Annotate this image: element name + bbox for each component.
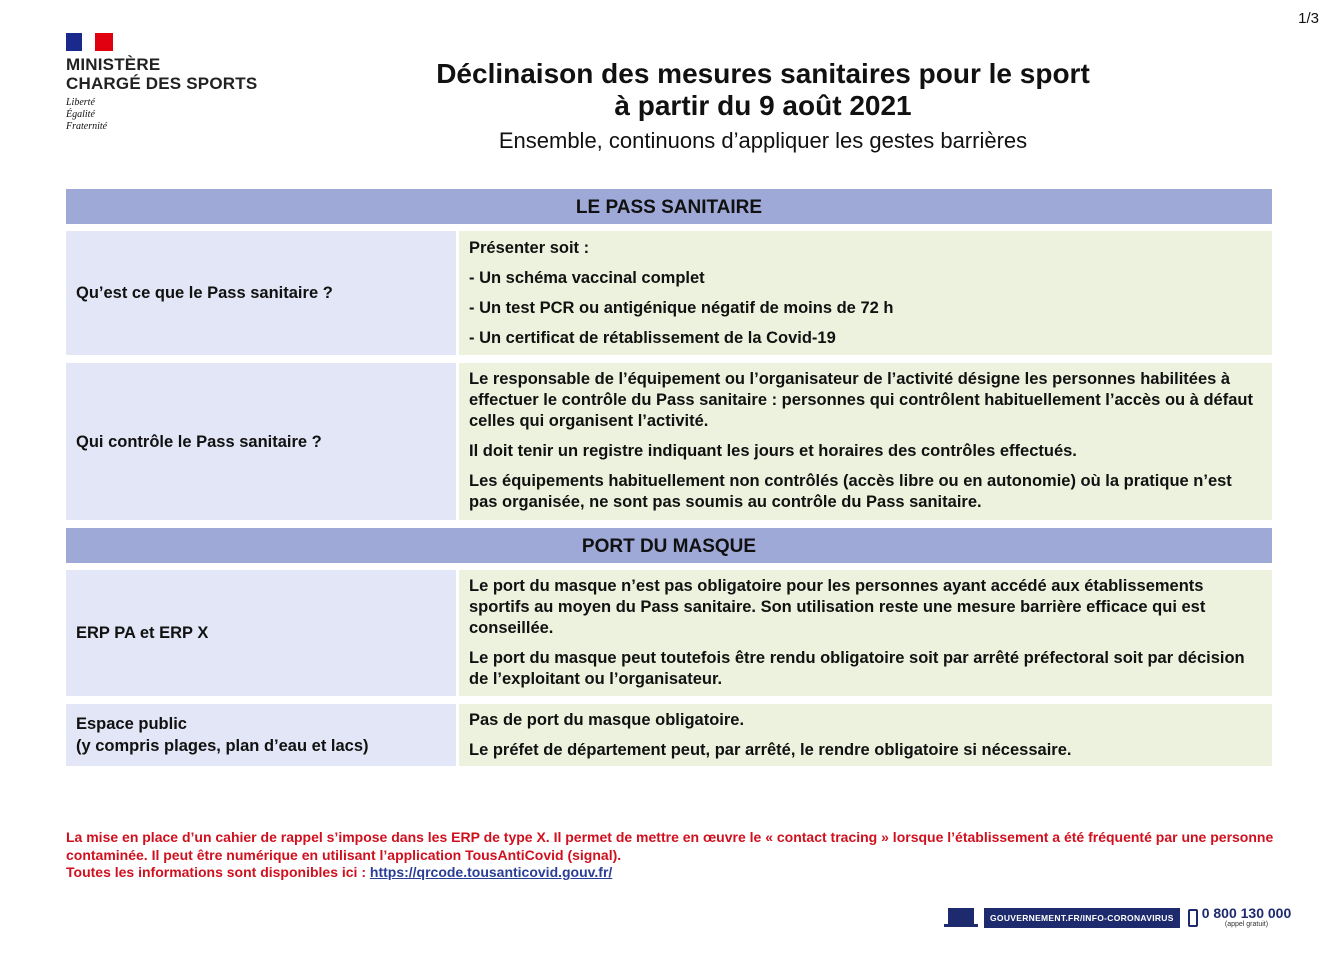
- motto-liberte: Liberté: [66, 97, 95, 108]
- page-title: [400, 58, 1126, 122]
- ministry-logo: [66, 33, 257, 133]
- measures-table: [66, 189, 1272, 774]
- page-subtitle: Ensemble, continuons d’appliquer les gestes barrières: [498, 128, 1028, 153]
- question-cell: [66, 570, 456, 696]
- section-heading-pass: LE PASS SANITAIRE: [66, 189, 1272, 224]
- phone-icon: [1188, 909, 1198, 927]
- phone-info: [1202, 906, 1292, 929]
- answer-text: - Un certificat de rétablissement de la Covid-19: [469, 329, 836, 347]
- question-text: ERP PA et ERP X: [76, 624, 209, 642]
- answer-text: Le responsable de l’équipement ou l’organisateur de l’activité désigne les personnes habilitées à effectuer le contrôle du Pass sanitaire : personnes qui contrôlent habituellement l’accès ou à défaut celles qui organisent l’activité.: [469, 370, 1253, 430]
- question-cell: [66, 363, 456, 520]
- ministry-line-2: CHARGÉ DES SPORTS: [66, 74, 258, 93]
- title-line-2: à partir du 9 août 2021: [614, 90, 912, 121]
- tousanticovid-link[interactable]: https://qrcode.tousanticovid.gouv.fr/: [369, 864, 613, 880]
- answer-text: - Un schéma vaccinal complet: [469, 269, 705, 287]
- table-row: [66, 570, 1272, 696]
- page-header: [400, 58, 1126, 154]
- phone-number[interactable]: 0 800 130 000: [1201, 905, 1292, 921]
- question-text: Qu’est ce que le Pass sanitaire ?: [76, 284, 333, 302]
- ministry-line-1: MINISTÈRE: [66, 55, 161, 74]
- motto-fraternite: Fraternité: [66, 121, 108, 132]
- laptop-icon: [944, 907, 978, 929]
- question-cell: [66, 231, 456, 355]
- answer-text: Le préfet de département peut, par arrêté, le rendre obligatoire si nécessaire.: [469, 741, 1072, 759]
- answer-cell: [459, 570, 1272, 696]
- contact-tracing-note: [66, 829, 1281, 882]
- note-info-label: Toutes les informations sont disponibles ici :: [66, 864, 370, 880]
- answer-text: Il doit tenir un registre indiquant les jours et horaires des contrôles effectués.: [469, 442, 1077, 460]
- motto-egalite: Égalité: [66, 109, 95, 120]
- marianne-flag-icon: [66, 33, 113, 51]
- footer: [944, 906, 1291, 929]
- gov-info-link[interactable]: GOUVERNEMENT.FR/INFO-CORONAVIRUS: [984, 908, 1180, 928]
- answer-text: Le port du masque n’est pas obligatoire pour les personnes ayant accédé aux établissements sportifs au moyen du Pass sanitaire. Son utilisation reste une mesure barrière efficace qui est conseillée.: [469, 577, 1206, 637]
- question-cell: [66, 704, 456, 766]
- note-text: La mise en place d’un cahier de rappel s’impose dans les ERP de type X. Il permet de mettre en œuvre le « contact tracing » lorsque l’établissement a été fréquenté par une personne contaminée. Il peut être numérique en utilisant l’application TousAntiCovid (signal).: [66, 829, 1274, 863]
- note-info-line: [66, 864, 1281, 882]
- title-line-1: Déclinaison des mesures sanitaires pour le sport: [436, 58, 1090, 89]
- phone-note: (appel gratuit): [1224, 921, 1269, 928]
- question-line-2: (y compris plages, plan d’eau et lacs): [76, 737, 369, 755]
- answer-cell: [459, 704, 1272, 766]
- table-row: [66, 363, 1272, 520]
- answer-cell: [459, 231, 1272, 355]
- answer-text: Les équipements habituellement non contrôlés (accès libre ou en autonomie) où la pratique n’est pas organisée, ne sont pas soumis au contrôle du Pass sanitaire.: [469, 472, 1232, 511]
- republic-motto: [66, 97, 257, 133]
- answer-text: Pas de port du masque obligatoire.: [469, 711, 745, 729]
- answer-cell: [459, 363, 1272, 520]
- answer-text: - Un test PCR ou antigénique négatif de moins de 72 h: [469, 299, 894, 317]
- section-heading-masque: PORT DU MASQUE: [66, 528, 1272, 563]
- question-line-1: Espace public: [76, 715, 187, 733]
- table-row: [66, 231, 1272, 355]
- page-number: 1/3: [1298, 10, 1319, 27]
- question-text: Qui contrôle le Pass sanitaire ?: [76, 432, 322, 451]
- answer-text: Le port du masque peut toutefois être rendu obligatoire soit par arrêté préfectoral soit par décision de l’exploitant ou l’organisateur.: [469, 649, 1245, 688]
- answer-text: Présenter soit :: [469, 239, 590, 257]
- ministry-name: [66, 55, 257, 93]
- question-text: [76, 713, 369, 757]
- table-row: [66, 704, 1272, 766]
